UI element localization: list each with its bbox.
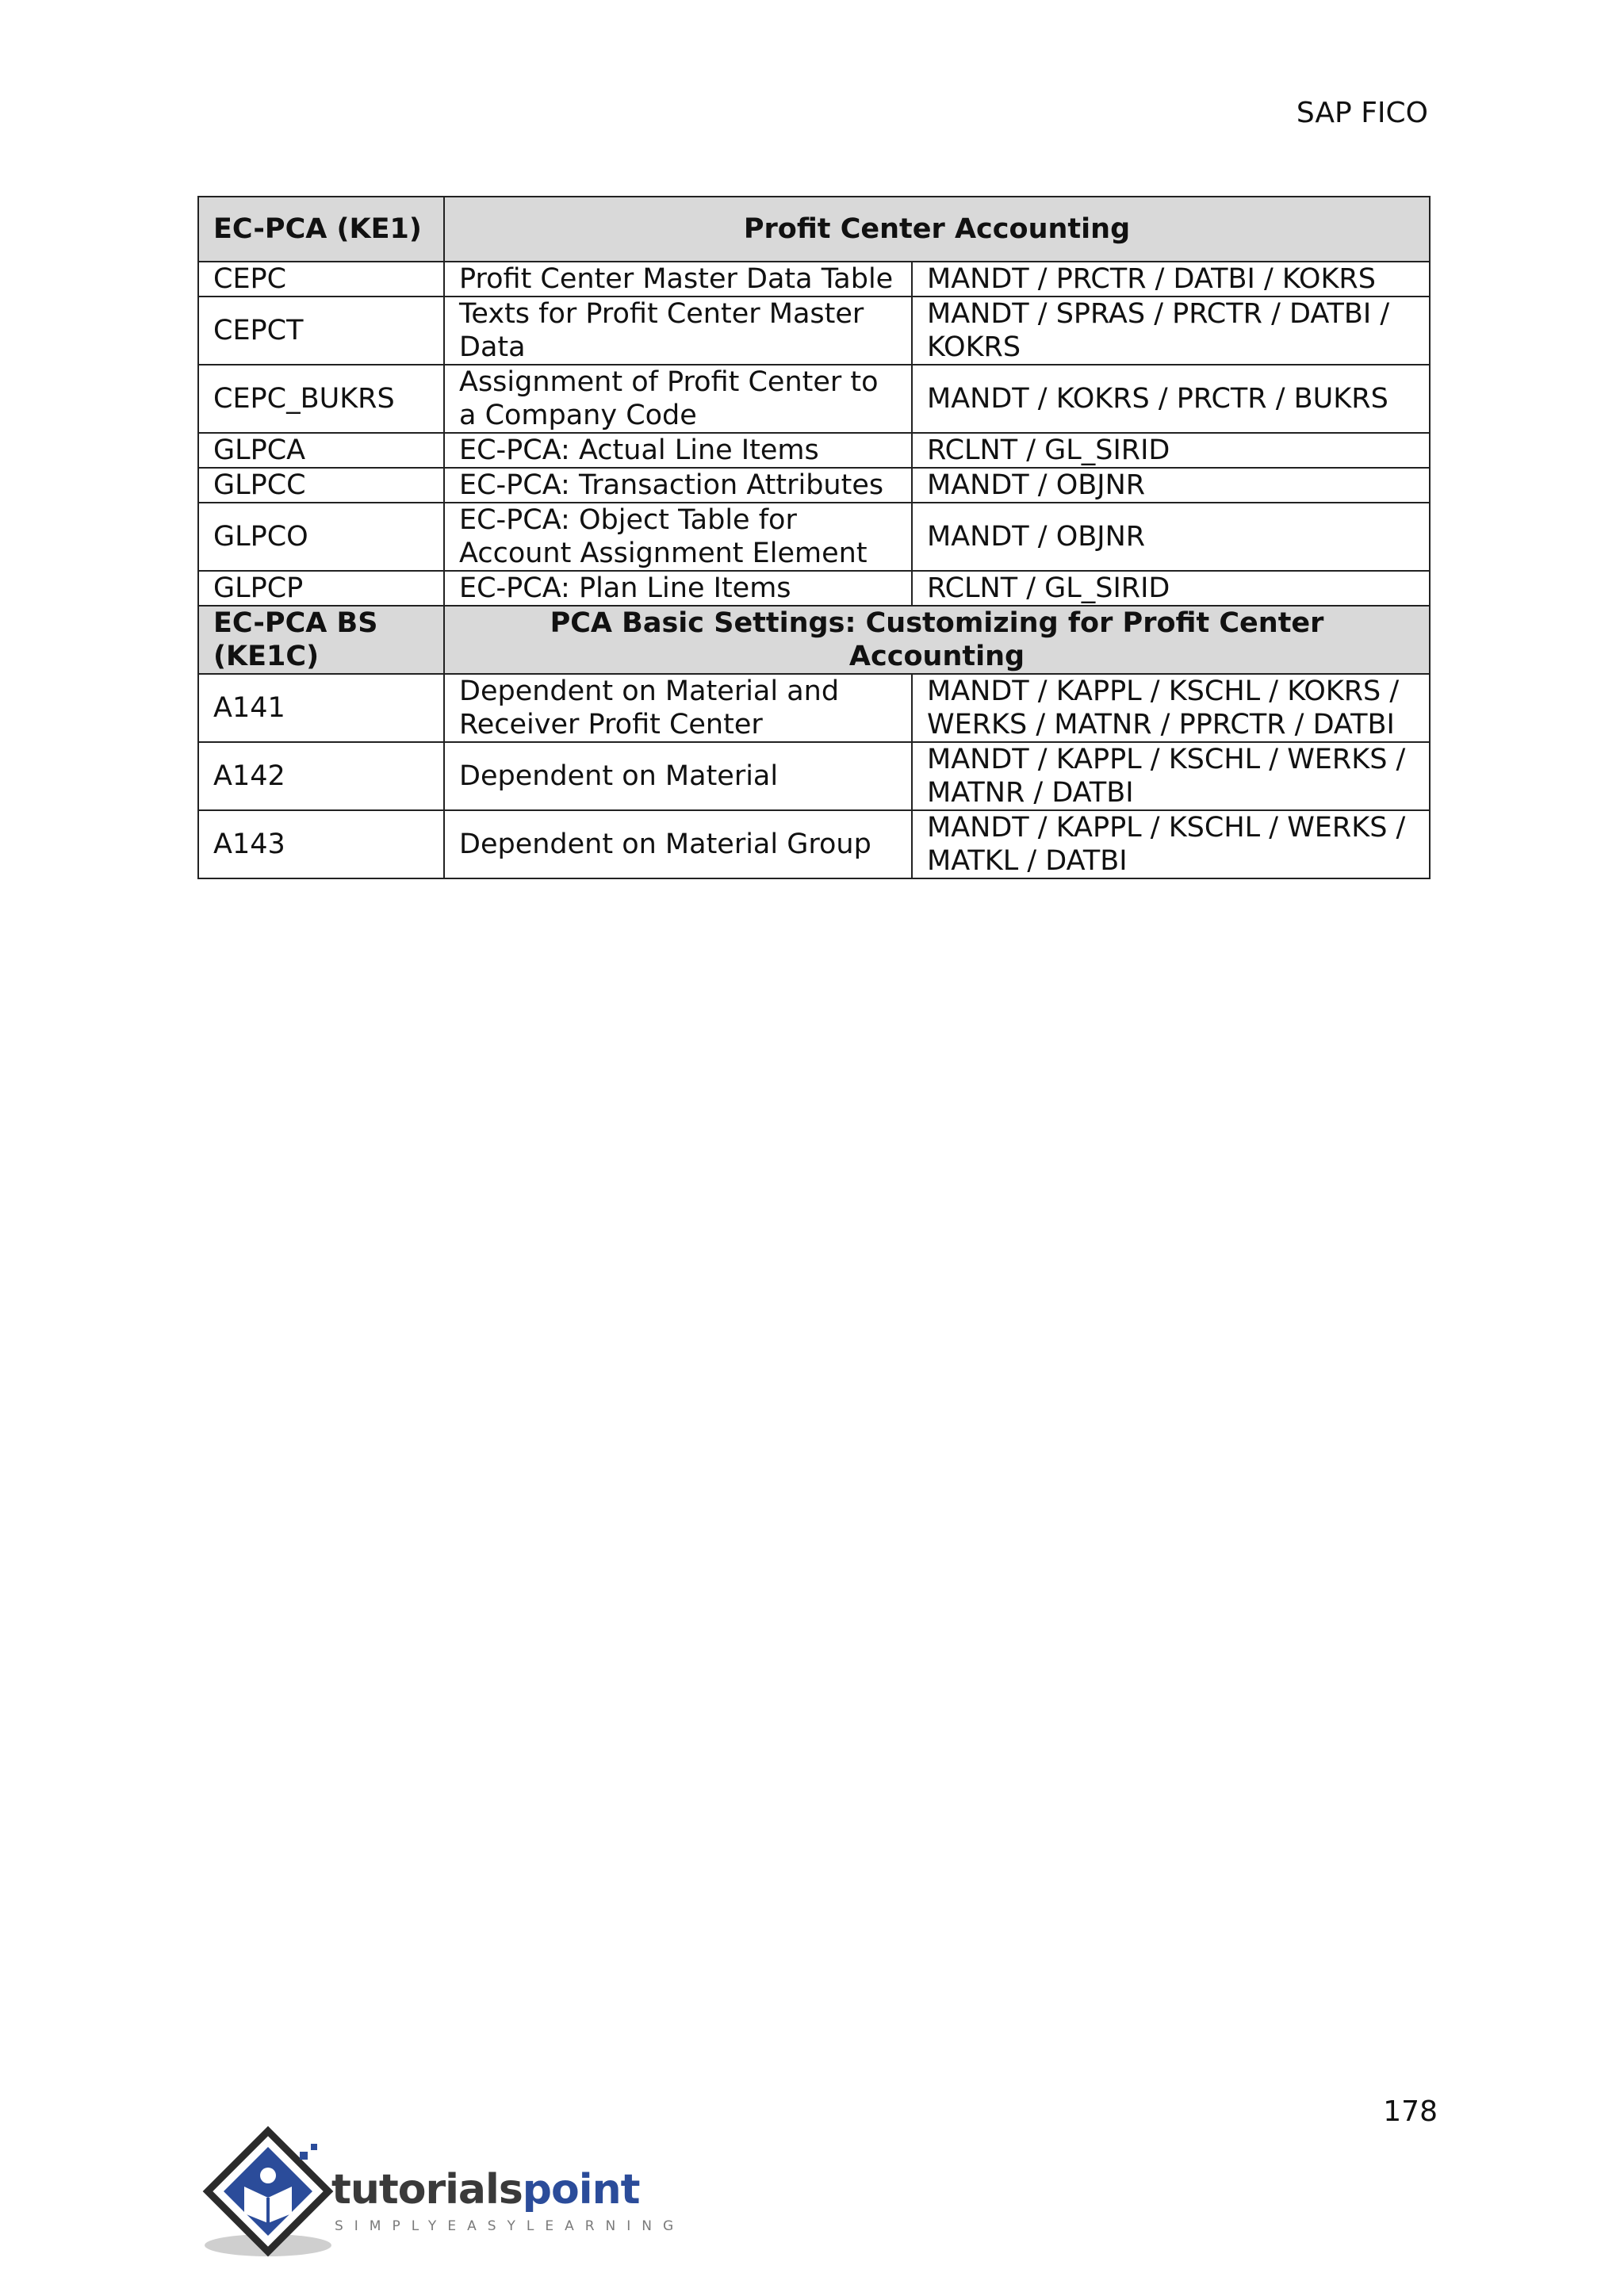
keys-cell: MANDT / SPRAS / PRCTR / DATBI / KOKRS <box>912 297 1430 365</box>
table-name-cell: CEPCT <box>198 297 444 365</box>
keys-cell: RCLNT / GL_SIRID <box>912 571 1430 606</box>
section-code: EC-PCA BS (KE1C) <box>198 606 444 674</box>
keys-cell: MANDT / OBJNR <box>912 503 1430 571</box>
logo-name-part2: point <box>522 2166 640 2214</box>
description-cell: Dependent on Material Group <box>444 810 912 878</box>
description-cell: EC-PCA: Actual Line Items <box>444 433 912 468</box>
running-header: SAP FICO <box>1296 97 1428 129</box>
table-row <box>198 262 1430 297</box>
table-row <box>198 503 1430 571</box>
table-name-cell: A142 <box>198 742 444 810</box>
table-name-cell: GLPCO <box>198 503 444 571</box>
table-row <box>198 297 1430 365</box>
description-cell: Profit Center Master Data Table <box>444 262 912 297</box>
section-code: EC-PCA (KE1) <box>198 197 444 262</box>
table-row <box>198 810 1430 878</box>
table-name-cell: A141 <box>198 674 444 742</box>
logo-wordmark <box>331 2166 639 2214</box>
table-row <box>198 365 1430 433</box>
keys-cell: RCLNT / GL_SIRID <box>912 433 1430 468</box>
page-number: 178 <box>1383 2095 1438 2128</box>
logo-tagline: SIMPLYEASYLEARNING <box>335 2218 685 2234</box>
keys-cell: MANDT / KOKRS / PRCTR / BUKRS <box>912 365 1430 433</box>
keys-cell: MANDT / OBJNR <box>912 468 1430 503</box>
table-name-cell: GLPCA <box>198 433 444 468</box>
sap-tables-table <box>197 196 1431 879</box>
logo-name-part1: tutorials <box>331 2166 523 2214</box>
description-cell: EC-PCA: Transaction Attributes <box>444 468 912 503</box>
section-title: Profit Center Accounting <box>444 197 1430 262</box>
table-name-cell: GLPCC <box>198 468 444 503</box>
description-cell: Texts for Profit Center Master Data <box>444 297 912 365</box>
table-name-cell: CEPC <box>198 262 444 297</box>
description-cell: EC-PCA: Object Table for Account Assignment Element <box>444 503 912 571</box>
keys-cell: MANDT / PRCTR / DATBI / KOKRS <box>912 262 1430 297</box>
table-name-cell: CEPC_BUKRS <box>198 365 444 433</box>
section-title: PCA Basic Settings: Customizing for Profit Center Accounting <box>444 606 1430 674</box>
logo-emblem-icon <box>195 2125 338 2260</box>
table-row <box>198 468 1430 503</box>
table-name-cell: A143 <box>198 810 444 878</box>
table-name-cell: GLPCP <box>198 571 444 606</box>
tutorialspoint-logo <box>195 2125 685 2260</box>
keys-cell: MANDT / KAPPL / KSCHL / WERKS / MATNR / DATBI <box>912 742 1430 810</box>
table-row <box>198 742 1430 810</box>
description-cell: Assignment of Profit Center to a Company Code <box>444 365 912 433</box>
section-header-row <box>198 606 1430 674</box>
keys-cell: MANDT / KAPPL / KSCHL / WERKS / MATKL / DATBI <box>912 810 1430 878</box>
table-row <box>198 433 1430 468</box>
keys-cell: MANDT / KAPPL / KSCHL / KOKRS / WERKS / MATNR / PPRCTR / DATBI <box>912 674 1430 742</box>
description-cell: EC-PCA: Plan Line Items <box>444 571 912 606</box>
description-cell: Dependent on Material and Receiver Profit Center <box>444 674 912 742</box>
section-header-row <box>198 197 1430 262</box>
table-row <box>198 674 1430 742</box>
description-cell: Dependent on Material <box>444 742 912 810</box>
table-row <box>198 571 1430 606</box>
